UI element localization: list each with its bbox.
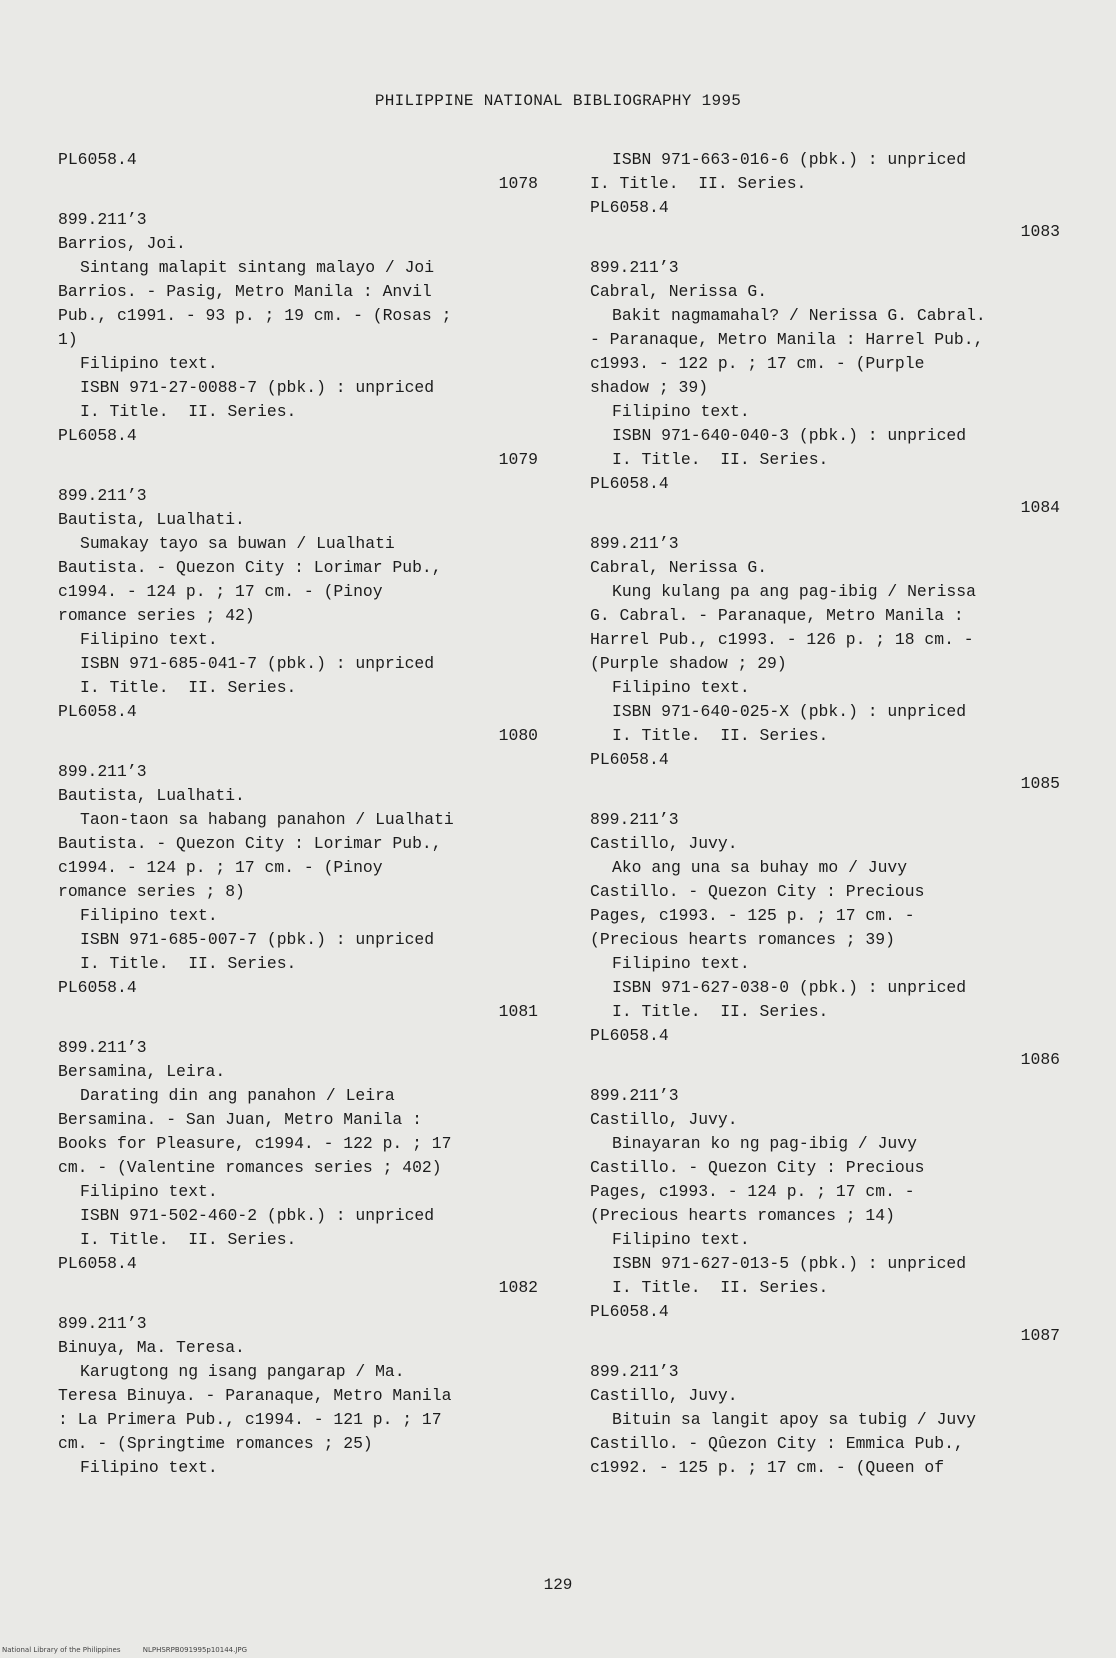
entry-line: Sumakay tayo sa buwan / Lualhati [80,534,395,553]
entry-line: Pages, c1993. - 124 p. ; 17 cm. - [590,1182,915,1201]
entry-line: Pages, c1993. - 125 p. ; 17 cm. - [590,906,915,925]
entry-number: 1086 [1020,1050,1060,1069]
entry-line: Bituin sa langit apoy sa tubig / Juvy [612,1410,976,1429]
entry-line: PL6058.4 [590,1026,669,1045]
entry-line: Karugtong ng isang pangarap / Ma. [80,1362,405,1381]
entry-line: Filipino text. [80,1182,218,1201]
entry-line: Filipino text. [612,678,750,697]
entry-line: Bautista, Lualhati. [58,786,245,805]
entry-line: cm. - (Springtime romances ; 25) [58,1434,373,1453]
entry-gap [590,1348,1060,1360]
entry-gap [590,520,1060,532]
entry-line: PL6058.4 [590,750,669,769]
entry-line: Teresa Binuya. - Paranaque, Metro Manila [58,1386,452,1405]
entry-line: I. Title. II. Series. [612,726,829,745]
entry-line: Bautista. - Quezon City : Lorimar Pub., [58,558,442,577]
entry-line: PL6058.4 [58,702,137,721]
entry-gap [590,1072,1060,1084]
entry-number: 1082 [498,1278,538,1297]
entry-line: Kung kulang pa ang pag-ibig / Nerissa [612,582,976,601]
entry-line: Filipino text. [80,906,218,925]
entry-line: Books for Pleasure, c1994. - 122 p. ; 17 [58,1134,452,1153]
entry-line: ISBN 971-685-041-7 (pbk.) : unpriced [80,654,435,673]
entry-line: 899.211’3 [590,534,679,553]
entry-line: Filipino text. [612,402,750,421]
entry-line: Castillo, Juvy. [590,1110,738,1129]
entry-line: Filipino text. [612,1230,750,1249]
entry-gap [590,796,1060,808]
entry-line: cm. - (Valentine romances series ; 402) [58,1158,442,1177]
entry-line: ISBN 971-663-016-6 (pbk.) : unpriced [612,150,967,169]
entry-gap [58,196,538,208]
entry-line: PL6058.4 [590,1302,669,1321]
entry-line: Filipino text. [80,1458,218,1477]
entry-line: romance series ; 8) [58,882,245,901]
entry-line: ISBN 971-27-0088-7 (pbk.) : unpriced [80,378,435,397]
entry-line: Harrel Pub., c1993. - 126 p. ; 18 cm. - [590,630,974,649]
entry-line: c1994. - 124 p. ; 17 cm. - (Pinoy [58,582,383,601]
entry-number: 1078 [498,174,538,193]
entry-line: ISBN 971-627-038-0 (pbk.) : unpriced [612,978,967,997]
entry-line: ISBN 971-640-025-X (pbk.) : unpriced [612,702,967,721]
entry-line: Barrios, Joi. [58,234,186,253]
entry-line: Sintang malapit sintang malayo / Joi [80,258,435,277]
entry-line: I. Title. II. Series. [590,174,807,193]
entry-line: romance series ; 42) [58,606,255,625]
entry-line: Cabral, Nerissa G. [590,558,768,577]
entry-line: : La Primera Pub., c1994. - 121 p. ; 17 [58,1410,442,1429]
entry-number: 1084 [1020,498,1060,517]
entry-line: Ako ang una sa buhay mo / Juvy [612,858,908,877]
entry-line: Binayaran ko ng pag-ibig / Juvy [612,1134,917,1153]
right-column [590,148,1060,1480]
entry-line: Taon-taon sa habang panahon / Lualhati [80,810,454,829]
entry-line: c1992. - 125 p. ; 17 cm. - (Queen of [590,1458,945,1477]
entry-line: 899.211’3 [58,762,147,781]
entry-line: 899.211’3 [58,210,147,229]
running-head: PHILIPPINE NATIONAL BIBLIOGRAPHY 1995 [374,92,742,110]
entry-line: I. Title. II. Series. [612,1002,829,1021]
entry-line: I. Title. II. Series. [612,1278,829,1297]
entry-gap [58,748,538,760]
entry-line: c1993. - 122 p. ; 17 cm. - (Purple [590,354,925,373]
entry-line: ISBN 971-627-013-5 (pbk.) : unpriced [612,1254,967,1273]
entry-line: 899.211’3 [590,810,679,829]
entry-gap [58,472,538,484]
entry-line: (Precious hearts romances ; 39) [590,930,895,949]
entry-line: Filipino text. [612,954,750,973]
entry-gap [58,1024,538,1036]
entry-line: 899.211’3 [590,258,679,277]
entry-line: 899.211’3 [58,486,147,505]
entry-line: I. Title. II. Series. [80,1230,297,1249]
entry-line: ISBN 971-502-460-2 (pbk.) : unpriced [80,1206,435,1225]
entry-line: Filipino text. [80,630,218,649]
entry-number: 1083 [1020,222,1060,241]
entry-line: PL6058.4 [590,474,669,493]
entry-line: 1) [58,330,78,349]
entry-line: shadow ; 39) [590,378,709,397]
entry-line: Filipino text. [80,354,218,373]
entry-number: 1087 [1020,1326,1060,1345]
entry-line: Bautista. - Quezon City : Lorimar Pub., [58,834,442,853]
entry-line: 899.211’3 [58,1314,147,1333]
entry-line: Barrios. - Pasig, Metro Manila : Anvil [58,282,432,301]
entry-line: Bersamina, Leira. [58,1062,226,1081]
entry-line: 899.211’3 [590,1362,679,1381]
scan-footer [2,1646,267,1654]
entry-line: Bautista, Lualhati. [58,510,245,529]
entry-line: I. Title. II. Series. [80,954,297,973]
entry-number: 1079 [498,450,538,469]
entry-line: ISBN 971-685-007-7 (pbk.) : unpriced [80,930,435,949]
entry-line: I. Title. II. Series. [80,678,297,697]
page-number: 129 [543,1576,573,1594]
left-column [58,148,538,1480]
entry-line: PL6058.4 [58,426,137,445]
entry-line: PL6058.4 [58,978,137,997]
entry-line: ISBN 971-640-040-3 (pbk.) : unpriced [612,426,967,445]
entry-line: 899.211’3 [590,1086,679,1105]
entry-number: 1081 [498,1002,538,1021]
entry-gap [590,244,1060,256]
entry-line: I. Title. II. Series. [612,450,829,469]
entry-line: Pub., c1991. - 93 p. ; 19 cm. - (Rosas ; [58,306,452,325]
entry-line: c1994. - 124 p. ; 17 cm. - (Pinoy [58,858,383,877]
entry-line: Castillo. - Quezon City : Precious [590,1158,925,1177]
entry-line: PL6058.4 [590,198,669,217]
entry-line: Darating din ang panahon / Leira [80,1086,395,1105]
entry-line: (Precious hearts romances ; 14) [590,1206,895,1225]
library-credit: National Library of the Philippines [2,1646,121,1654]
entry-line: Castillo, Juvy. [590,1386,738,1405]
entry-line: PL6058.4 [58,1254,137,1273]
entry-line: - Paranaque, Metro Manila : Harrel Pub., [590,330,984,349]
entry-number: 1085 [1020,774,1060,793]
entry-line: Cabral, Nerissa G. [590,282,768,301]
entry-line: PL6058.4 [58,150,137,169]
entry-line: I. Title. II. Series. [80,402,297,421]
entry-line: Bersamina. - San Juan, Metro Manila : [58,1110,422,1129]
entry-line: 899.211’3 [58,1038,147,1057]
entry-line: G. Cabral. - Paranaque, Metro Manila : [590,606,964,625]
entry-line: (Purple shadow ; 29) [590,654,787,673]
entry-line: Binuya, Ma. Teresa. [58,1338,245,1357]
entry-gap [58,1300,538,1312]
entry-line: Bakit nagmamahal? / Nerissa G. Cabral. [612,306,986,325]
entry-line: Castillo. - Qûezon City : Emmica Pub., [590,1434,964,1453]
entry-line: Castillo. - Quezon City : Precious [590,882,925,901]
entry-line: Castillo, Juvy. [590,834,738,853]
entry-number: 1080 [498,726,538,745]
file-id: NLPHSRPB091995p10144.JPG [142,1646,248,1654]
